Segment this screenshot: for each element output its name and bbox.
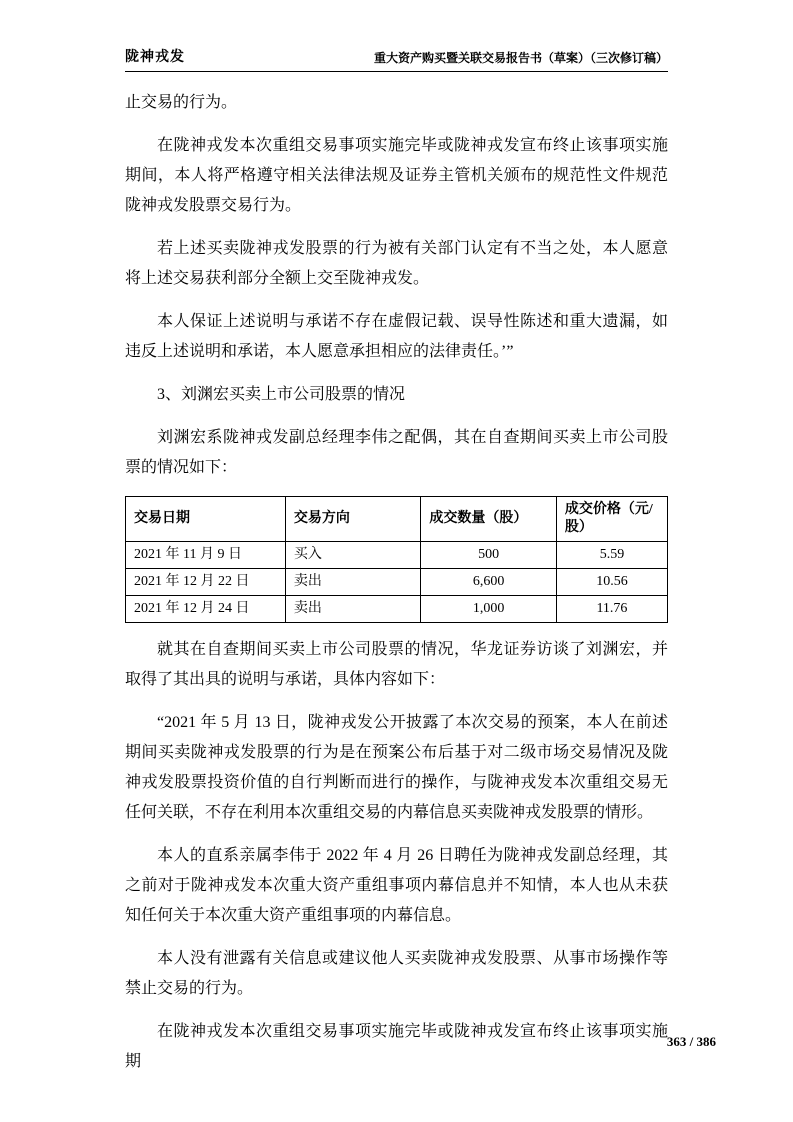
cell-date: 2021 年 12 月 24 日 [126, 596, 286, 623]
column-header-price: 成交价格（元/股） [556, 497, 667, 542]
cell-quantity: 1,000 [421, 596, 557, 623]
cell-price: 5.59 [556, 542, 667, 569]
column-header-direction: 交易方向 [285, 497, 421, 542]
paragraph: 止交易的行为。 [125, 94, 238, 111]
cell-quantity: 500 [421, 542, 557, 569]
page-number: 363 / 386 [666, 1034, 716, 1049]
paragraph: 本人的直系亲属李伟于 2022 年 4 月 26 日聘任为陇神戎发副总经理，其之前对于陇神戎发本次重大资产重组事项内幕信息并不知情，本人也从未获知任何关于本次重大资产重组事项的内幕信息。 [125, 847, 668, 924]
cell-date: 2021 年 12 月 22 日 [126, 569, 286, 596]
paragraph: 在陇神戎发本次重组交易事项实施完毕或陇神戎发宣布终止该事项实施期间，本人将严格遵守相关法律法规及证券主管机关颁布的规范性文件规范陇神戎发股票交易行为。 [125, 137, 668, 214]
cell-quantity: 6,600 [421, 569, 557, 596]
paragraph: 刘渊宏系陇神戎发副总经理李伟之配偶，其在自查期间买卖上市公司股票的情况如下： [125, 429, 668, 476]
cell-direction: 卖出 [285, 569, 421, 596]
cell-price: 11.76 [556, 596, 667, 623]
cell-price: 10.56 [556, 569, 667, 596]
page-footer [667, 1034, 716, 1050]
cell-direction: 卖出 [285, 596, 421, 623]
paragraph: 本人保证上述说明与承诺不存在虚假记载、误导性陈述和重大遗漏，如违反上述说明和承诺，本人愿意承担相应的法律责任。’” [125, 313, 668, 360]
header-report-title: 重大资产购买暨关联交易报告书（草案）（三次修订稿） [373, 51, 668, 65]
table-row [126, 596, 668, 623]
column-header-date: 交易日期 [126, 497, 286, 542]
cell-date: 2021 年 11 月 9 日 [126, 542, 286, 569]
table-header-row [126, 497, 668, 542]
paragraph: 若上述买卖陇神戎发股票的行为被有关部门认定有不当之处，本人愿意将上述交易获利部分全额上交至陇神戎发。 [125, 240, 668, 287]
paragraph: 就其在自查期间买卖上市公司股票的情况，华龙证券访谈了刘渊宏，并取得了其出具的说明与承诺，具体内容如下： [125, 641, 668, 688]
cell-direction: 买入 [285, 542, 421, 569]
paragraph: 在陇神戎发本次重组交易事项实施完毕或陇神戎发宣布终止该事项实施期 [125, 1023, 668, 1070]
trade-table [125, 496, 668, 623]
trade-table-header [126, 497, 668, 542]
document-body [125, 88, 668, 1077]
header-company-name: 陇神戎发 [125, 50, 185, 65]
column-header-quantity: 成交数量（股） [421, 497, 557, 542]
table-row [126, 569, 668, 596]
paragraph: “2021 年 5 月 13 日，陇神戎发公开披露了本次交易的预案，本人在前述期间买卖陇神戎发股票的行为是在预案公布后基于对二级市场交易情况及陇神戎发股票投资价值的自行判断而进行的操作，与陇神戎发本次重组交易无任何关联，不存在利用本次重组交易的内幕信息买卖陇神戎发股票的情形。 [125, 714, 668, 821]
paragraph: 本人没有泄露有关信息或建议他人买卖陇神戎发股票、从事市场操作等禁止交易的行为。 [125, 950, 668, 997]
trade-table-body [126, 542, 668, 623]
page-header [125, 46, 668, 72]
table-row [126, 542, 668, 569]
section-heading: 3、刘渊宏买卖上市公司股票的情况 [157, 386, 406, 403]
